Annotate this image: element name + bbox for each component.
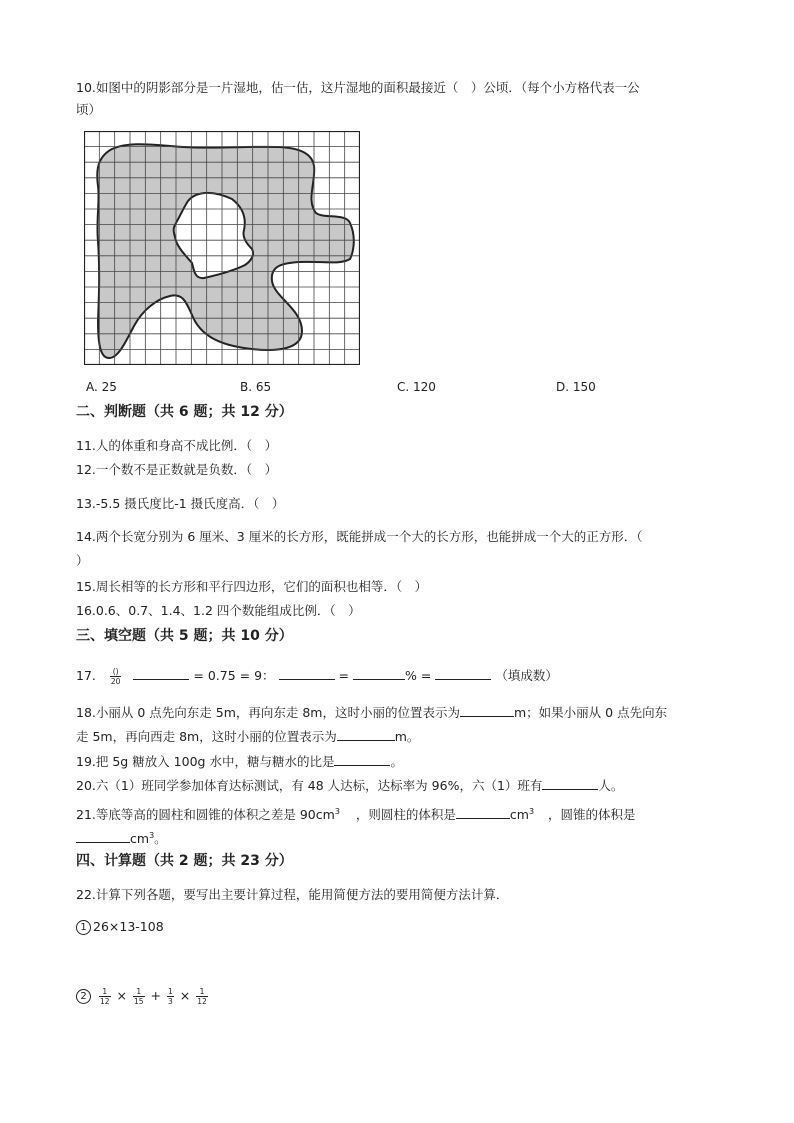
q21-line1 [76, 803, 636, 824]
q21-end: 。 [154, 831, 167, 847]
q22-frac-1-den: 12 [99, 997, 110, 1006]
q19-end: 。 [390, 754, 403, 769]
q22-frac-2-num: 1 [133, 987, 145, 997]
q22-frac-4 [196, 987, 208, 1006]
q22-op-1: × [116, 988, 127, 1003]
q21-sup-2: 3 [528, 807, 535, 816]
q22-frac-3-num: 1 [167, 987, 173, 996]
q17-fraction [110, 667, 122, 686]
q17-eq1: = 0.75 = 9： [193, 668, 275, 683]
q22-part1 [76, 918, 164, 936]
q18-text-d: m。 [394, 729, 420, 744]
q17-fraction-denominator: 20 [110, 677, 121, 686]
q18-line2 [76, 728, 419, 746]
q17-number: 17. [76, 668, 96, 683]
circled-number-1: 1 [76, 920, 91, 935]
q22-frac-2 [133, 987, 145, 1006]
q21-sup-1: 3 [334, 807, 340, 816]
q20-blank[interactable] [542, 777, 598, 790]
q20-text: 20.六（1）班同学参加体育达标测试，有 48 人达标，达标率为 96%，六（1）班有 [76, 778, 543, 793]
option-d: D. 150 [556, 380, 596, 394]
q13: 13.-5.5 摄氏度比-1 摄氏度高．（ ） [76, 496, 285, 511]
q21-line2 [76, 827, 167, 848]
q22: 22.计算下列各题，要写出主要计算过程，能用简便方法的要用简便方法计算． [76, 887, 509, 902]
q15: 15.周长相等的长方形和平行四边形，它们的面积也相等．（ ） [76, 579, 428, 594]
q19 [76, 753, 403, 771]
q22-frac-1 [99, 987, 111, 1006]
section3-heading: 三、填空题（共 5 题；共 10 分） [76, 628, 293, 644]
section2-heading: 二、判断题（共 6 题；共 12 分） [76, 404, 293, 420]
q17-fraction-numerator: () [110, 667, 122, 677]
wetland-grid-figure [84, 131, 360, 365]
q17 [76, 667, 558, 686]
option-b: B. 65 [240, 380, 272, 394]
option-a: A. 25 [86, 380, 117, 394]
q18-blank-2[interactable] [337, 728, 395, 741]
q21-text-b: ，则圆柱的体积是 [355, 807, 456, 823]
q14-line2: ） [76, 553, 89, 568]
q10-text-line2: 顷） [76, 102, 102, 117]
q18-blank-1[interactable] [460, 704, 514, 717]
q18-text-a: 18.小丽从 0 点先向东走 5m，再向东走 8m，这时小丽的位置表示为 [76, 705, 460, 720]
q17-note: （填成数） [495, 668, 558, 683]
q14-line1: 14.两个长宽分别为 6 厘米、3 厘米的长方形，既能拼成一个大的长方形，也能拼成一个大的正方形．（ [76, 529, 643, 544]
q22-frac-1-num: 1 [99, 987, 111, 997]
q11: 11.人的体重和身高不成比例．（ ） [76, 438, 278, 453]
q10-text-line1: 10.如图中的阴影部分是一片湿地，估一估，这片湿地的面积最接近（ ）公顷．（每个小方格代表一公 [76, 80, 640, 95]
q22-op-3: × [179, 988, 191, 1003]
option-c: C. 120 [397, 380, 436, 394]
q22-frac-4-num: 1 [196, 987, 208, 997]
q17-percent: % [404, 668, 417, 683]
q17-blank-4[interactable] [435, 667, 491, 680]
q17-eq3: = [420, 668, 432, 683]
q22-part2 [76, 985, 210, 1007]
q21-text-d: ，圆锥的体积是 [548, 807, 636, 823]
q17-eq2: = [338, 668, 349, 683]
q21-blank-2[interactable] [76, 830, 130, 843]
q22-op-2: + [150, 988, 161, 1003]
circled-number-2: 2 [76, 989, 91, 1004]
q21-sup-3: 3 [149, 831, 155, 840]
q21-text-a: 21.等底等高的圆柱和圆锥的体积之差是 90cm [76, 807, 335, 823]
q22-frac-3 [167, 987, 174, 1006]
q18-line1 [76, 704, 667, 722]
q19-text: 19.把 5g 糖放入 100g 水中，糖与糖水的比是 [76, 754, 335, 769]
q22-frac-3-den: 3 [167, 997, 173, 1006]
q12: 12.一个数不是正数就是负数．（ ） [76, 462, 278, 477]
q22-frac-4-den: 12 [197, 997, 207, 1006]
q20 [76, 777, 623, 795]
q21-unit-1: cm [509, 807, 529, 823]
q20-end: 人。 [598, 778, 624, 793]
q21-unit-2: cm [130, 831, 150, 847]
q19-blank[interactable] [334, 753, 390, 766]
q17-blank-3[interactable] [353, 667, 405, 680]
q22-frac-2-den: 15 [133, 997, 144, 1006]
q18-text-b: m；如果小丽从 0 点先向东 [514, 705, 668, 720]
q22-part1-expression: 26×13-108 [93, 919, 164, 934]
q17-blank-1[interactable] [133, 667, 189, 680]
q16: 16.0.6、0.7、1.4、1.2 四个数能组成比例．（ ） [76, 603, 361, 618]
section4-heading: 四、计算题（共 2 题；共 23 分） [76, 853, 293, 869]
q21-blank-1[interactable] [456, 806, 510, 819]
q17-blank-2[interactable] [279, 667, 335, 680]
q18-text-c: 走 5m，再向西走 8m，这时小丽的位置表示为 [76, 729, 337, 744]
